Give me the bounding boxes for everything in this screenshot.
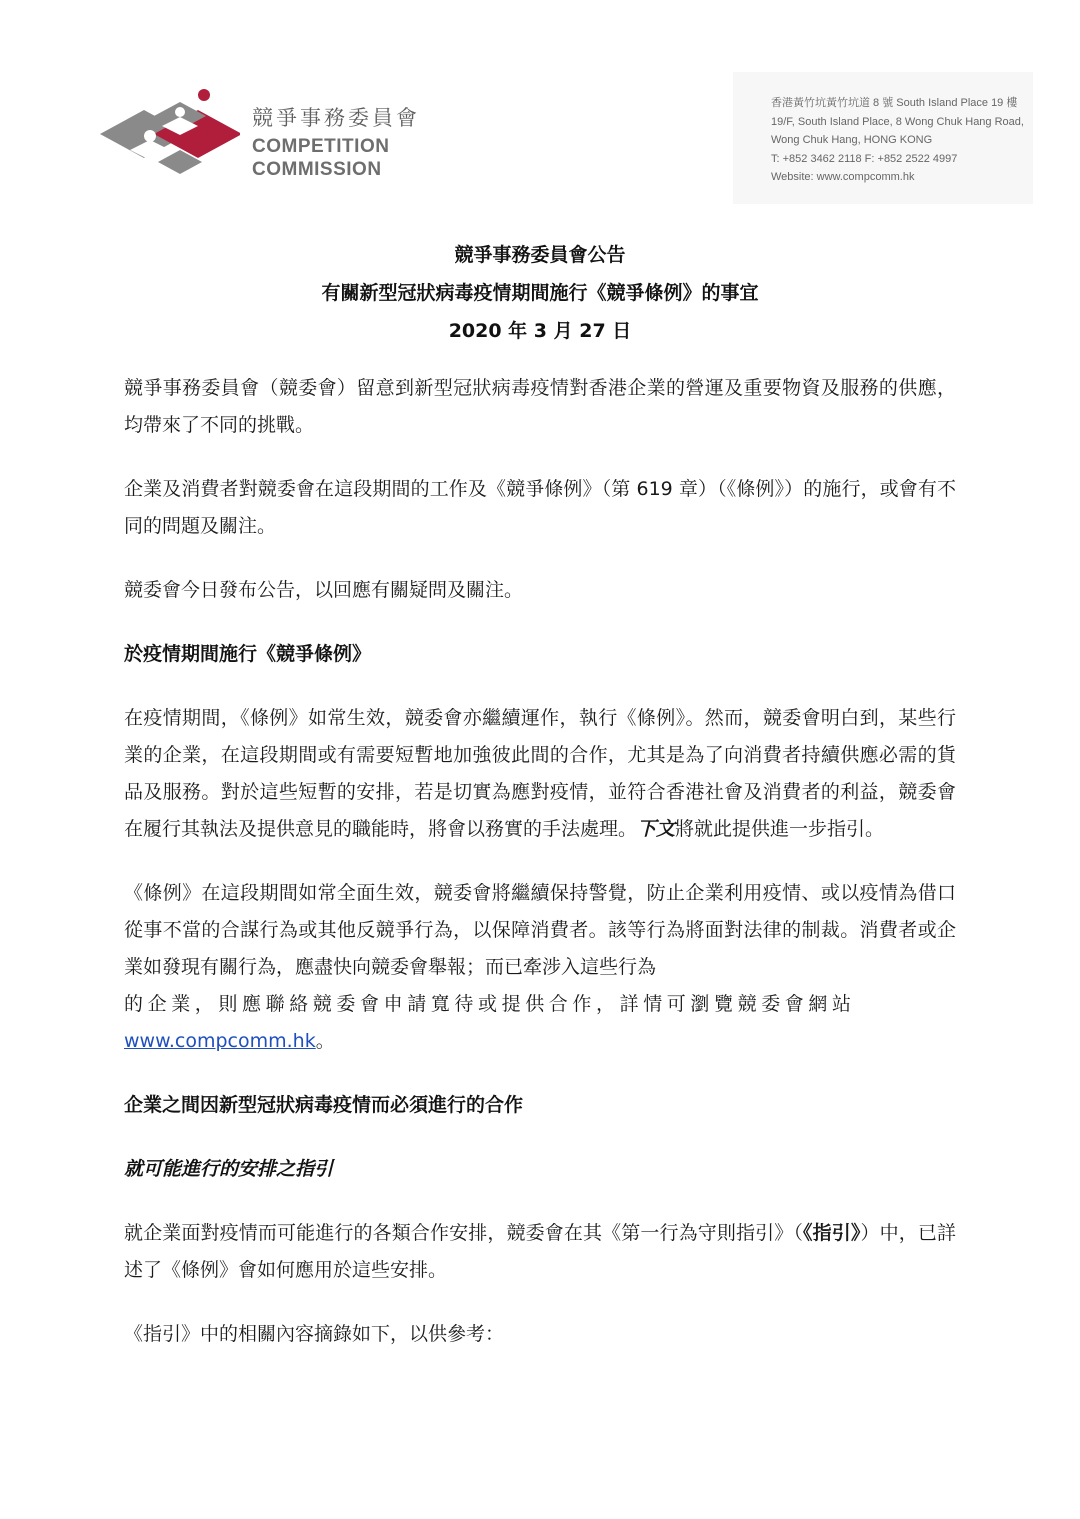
- address-block: [733, 72, 1033, 204]
- phone-fax: T: +852 3462 2118 F: +852 2522 4997: [771, 152, 958, 165]
- logo-mark-icon: [100, 88, 240, 183]
- paragraph-intro: 競爭事務委員會（競委會）留意到新型冠狀病毒疫情對香港企業的營運及重要物資及服務的供應，均帶來了不同的挑戰。: [124, 377, 956, 436]
- paragraph-excerpt: 《指引》中的相關內容摘錄如下，以供參考：: [124, 1323, 505, 1345]
- paragraph-concerns: 企業及消費者對競委會在這段期間的工作及《競爭條例》（第 619 章）（《條例》）的施行，或會有不同的問題及關注。: [124, 478, 956, 537]
- document-date: 2020 年 3 月 27 日: [448, 320, 632, 342]
- subsection-heading: 就可能進行的安排之指引: [124, 1158, 334, 1180]
- section-heading-1: 於疫情期間施行《競爭條例》: [124, 643, 372, 665]
- address-line-zh: 香港黃竹坑黃竹坑道 8 號 South Island Place 19 樓: [771, 97, 1018, 109]
- address-line-en-2: Wong Chuk Hang, HONG KONG: [771, 134, 933, 146]
- document-titles: [0, 236, 1080, 350]
- document-body: [124, 370, 956, 1353]
- paragraph-enforcement: 在疫情期間，《條例》如常生效，競委會亦繼續運作，執行《條例》。然而，競委會明白到，某些行業的企業，在這段期間或有需要短暫地加強彼此間的合作，尤其是為了向消費者持續供應必需的貨品及服務。對於這些短暫的安排，若是切實為應對疫情，並符合香港社會及消費者的利益，競委會在履行其執法及提供意見的職能時，將會以務實的手法處理。下文將就此提供進一步指引。: [124, 707, 956, 840]
- website-line: Website: www.compcomm.hk: [771, 171, 915, 183]
- commission-logo: [100, 88, 420, 188]
- paragraph-vigilance: 《條例》在這段期間如常全面生效，競委會將繼續保持警覺，防止企業利用疫情、或以疫情為借口從事不當的合謀行為或其他反競爭行為，以保障消費者。該等行為將面對法律的制裁。消費者或企業如發現有關行為，應盡快向競委會舉報；而已牽涉入這些行為 的企業，則應聯絡競委會申請寬待或提供合作，詳情可瀏覽競委會網站 www.compcomm.hk。: [124, 882, 956, 1052]
- logo-english-line1: COMPETITION: [252, 136, 390, 157]
- logo-chinese-name: 競爭事務委員會: [252, 106, 420, 130]
- emphasis-below: 下文: [637, 818, 676, 840]
- website-link[interactable]: www.compcomm.hk: [124, 1030, 316, 1052]
- logo-english-line2: COMMISSION: [252, 159, 382, 180]
- address-line-en-1: 19/F, South Island Place, 8 Wong Chuk Hang Road,: [771, 115, 1024, 128]
- paragraph-guideline: 就企業面對疫情而可能進行的各類合作安排，競委會在其《第一行為守則指引》（《指引》）中，已詳述了《條例》會如何應用於這些安排。: [124, 1222, 956, 1281]
- paragraph-announcement: 競委會今日發布公告，以回應有關疑問及關注。: [124, 579, 524, 601]
- guideline-term: 《指引》: [802, 1222, 861, 1244]
- section-heading-2: 企業之間因新型冠狀病毒疫情而必須進行的合作: [124, 1094, 524, 1116]
- document-title: 競爭事務委員會公告: [454, 244, 626, 266]
- document-subtitle: 有關新型冠狀病毒疫情期間施行《競爭條例》的事宜: [321, 282, 759, 304]
